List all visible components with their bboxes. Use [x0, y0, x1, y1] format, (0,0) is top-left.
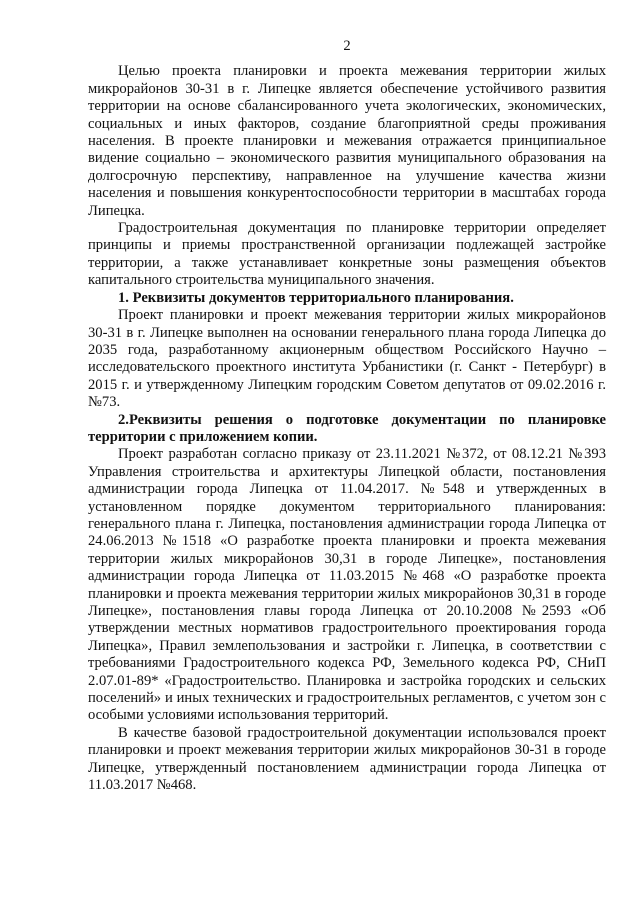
section-heading-2: 2.Реквизиты решения о подготовке документации по планировке территории с приложением копии. — [88, 411, 606, 445]
paragraph-project-basis: Проект разработан согласно приказу от 23.11.2021 №372, от 08.12.21 №393 Управления строительства и архитектуры Липецкой области, постановления администрации города Липецка от 11.04.2017. №548 и утвержденных в установленном порядке документом территориального планирования: генерального плана г. Липецка, постановления администрации города Липецка от 24.06.2013 №1518 «О разработке проекта планировки и проекта межевания территории жилых микрорайонов 30,31 в городе Липецке», постановления администрации города Липецка от 11.03.2015 №468 «О разработке проекта планировки и проекта межевания территории жилых микрорайонов 30,31 в городе Липецке», постановления главы города Липецка от 20.10.2008 №2593 «Об утверждении местных нормативов градостроительного проектирования города Липецка», Правил землепользования и застройки г. Липецка, в соответствии с требованиями Градостроительного кодекса РФ, Земельного кодекса РФ, СНиП 2.07.01-89* «Градостроительство. Планировка и застройка городских и сельских поселений» и иных технических и градостроительных регламентов, с учетом зон с особыми условиями использования территорий. — [88, 446, 606, 724]
paragraph-goal: Целью проекта планировки и проекта межевания территории жилых микрорайонов 30-31 в г. Липецке является обеспечение устойчивого развития территории на основе сбалансированного учета экологических, экономических, социальных и иных факторов, создание благоприятной среды проживания населения. В проекте планировки и межевания отражается принципиальное видение социально – экономического развития муниципального образования на долгосрочную перспективу, направленное на улучшение качества жизни населения и повышения конкурентоспособности территории в масштабах города Липецка. — [88, 63, 606, 219]
paragraph-general-plan: Проект планировки и проект межевания территории жилых микрорайонов 30-31 в г. Липецке выполнен на основании генерального плана города Липецка до 2035 года, разработанному акционерным обществом Российского Научно – исследовательского проектного института Урбанистики (г. Санкт - Петербург) в 2015 г. и утвержденному Липецким городским Советом депутатов от 09.02.2016 г. №73. — [88, 307, 606, 411]
page-number: 2 — [343, 38, 351, 54]
section-heading-1: 1. Реквизиты документов территориального планирования. — [118, 289, 514, 306]
paragraph-urban-documentation: Градостроительная документация по планировке территории определяет принципы и приемы пространственной организации подлежащей застройке территории, а также устанавливает конкретные зоны размещения объектов капитального строительства муниципального значения. — [88, 220, 606, 289]
paragraph-base-documentation: В качестве базовой градостроительной документации использовался проект планировки и проект межевания территории жилых микрорайонов 30-31 в городе Липецке, утвержденный постановлением администрации города Липецка от 11.03.2017 №468. — [88, 724, 606, 794]
